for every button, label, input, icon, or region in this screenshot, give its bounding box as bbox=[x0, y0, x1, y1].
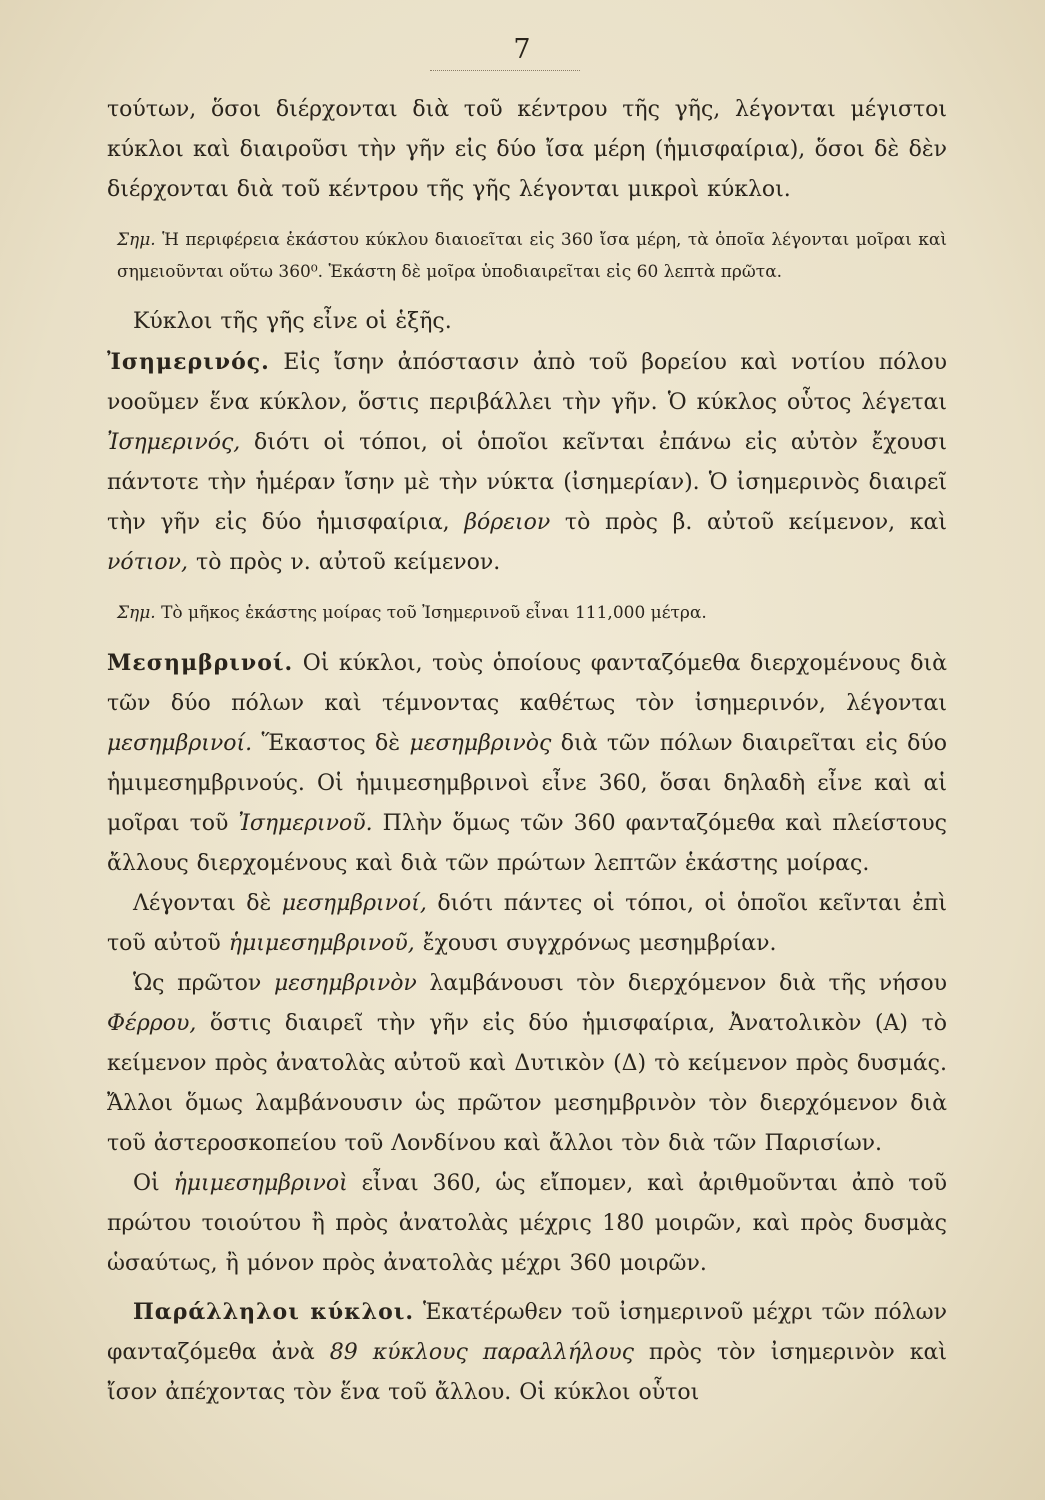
header-rule bbox=[430, 70, 580, 71]
section-heading-parallels: Παράλληλοι κύκλοι. bbox=[133, 1299, 415, 1325]
note-text: Τὸ μῆκος ἑκάστης μοίρας τοῦ Ἰσημερινοῦ εἶναι 111,000 μέτρα. bbox=[155, 603, 707, 623]
section-heading-equator: Ἰσημερινός. bbox=[107, 349, 270, 375]
note-label: Σημ. bbox=[117, 603, 156, 623]
paragraph-circles-intro: Κύκλοι τῆς γῆς εἶνε οἱ ἑξῆς. bbox=[133, 309, 452, 334]
paragraph-parallels: Παράλληλοι κύκλοι. Ἑκατέρωθεν τοῦ ἰσημερινοῦ μέχρι τῶν πόλων φανταζόμεθα ἀνὰ 89 κύκλους παραλλήλους πρὸς τὸν ἰσημερινὸν καὶ ἴσον ἀπέχοντας τὸν ἕνα τοῦ ἄλλου. Οἱ κύκλοι οὗτοι bbox=[107, 1299, 948, 1405]
paragraph-semi-meridians: Οἱ ἡμιμεσημβρινοὶ εἶναι 360, ὡς εἴπομεν, καὶ ἀριθμοῦνται ἀπὸ τοῦ πρώτου τοιούτου ἢ πρὸς ἀνατολὰς μέχρις 180 μοιρῶν, καὶ πρὸς δυσμὰς ὡσαύτως, ἢ μόνον πρὸς ἀνατολὰς μέχρι 360 μοιρῶν. bbox=[107, 1171, 947, 1276]
paragraph-meridian-name: Λέγονται δὲ μεσημβρινοί, διότι πάντες οἱ τόποι, οἱ ὁποῖοι κεῖνται ἐπὶ τοῦ αὐτοῦ ἡμιμεσημβρινοῦ, ἔχουσι συγχρόνως μεσημβρίαν. bbox=[107, 891, 947, 956]
paragraph-equator: Ἰσημερινός. Εἰς ἴσην ἀπόστασιν ἀπὸ τοῦ βορείου καὶ νοτίου πόλου νοοῦμεν ἕνα κύκλον, ὅστις περιβάλλει τὴν γῆν. Ὁ κύκλος οὗτος λέγεται Ἰσημερινός, διότι οἱ τόποι, οἱ ὁποῖοι κεῖνται ἐπάνω εἰς αὐτὸν ἔχουσι πάντοτε τὴν ἡμέραν ἴσην μὲ τὴν νύκτα (ἰσημερίαν). Ὁ ἰσημερινὸς διαιρεῖ τὴν γῆν εἰς δύο ἡμισφαίρια, βόρειον τὸ πρὸς β. αὐτοῦ κείμενον, καὶ νότιον, τὸ πρὸς ν. αὐτοῦ κείμενον. bbox=[107, 349, 947, 575]
note-label: Σημ. bbox=[117, 230, 156, 250]
page-number: 7 bbox=[513, 34, 532, 65]
paragraph-prime-meridian: Ὡς πρῶτον μεσημβρινὸν λαμβάνουσι τὸν διερχόμενον διὰ τῆς νήσου Φέρρου, ὅστις διαιρεῖ τὴν γῆν εἰς δύο ἡμισφαίρια, Ἀνατολικὸν (Α) τὸ κείμενον πρὸς ἀνατολὰς αὐτοῦ καὶ Δυτικὸν (Δ) τὸ κείμενον πρὸς δυσμάς. Ἄλλοι ὅμως λαμβάνουσιν ὡς πρῶτον μεσημβρινὸν τὸν διερχόμενον διὰ τοῦ ἀστεροσκοπείου τοῦ Λονδίνου καὶ ἄλλοι τὸν διὰ τῶν Παρισίων. bbox=[107, 971, 947, 1156]
paragraph-great-circles: τούτων, ὅσοι διέρχονται διὰ τοῦ κέντρου τῆς γῆς, λέγονται μέγιστοι κύκλοι καὶ διαιροῦσι τὴν γῆν εἰς δύο ἴσα μέρη (ἡμισφαίρια), ὅσοι δὲ δὲν διέρχονται διὰ τοῦ κέντρου τῆς γῆς λέγονται μικροὶ κύκλοι. bbox=[107, 97, 947, 202]
page-text bbox=[107, 90, 947, 1413]
paragraph-meridians: Μεσημβρινοί. Οἱ κύκλοι, τοὺς ὁποίους φανταζόμεθα διερχομένους διὰ τῶν δύο πόλων καὶ τέμνοντας καθέτως τὸν ἰσημερινόν, λέγονται μεσημβρινοί. Ἕκαστος δὲ μεσημβρινὸς διὰ τῶν πόλων διαιρεῖται εἰς δύο ἡμιμεσημβρινούς. Οἱ ἡμιμεσημβρινοὶ εἶνε 360, ὅσαι δηλαδὴ εἶνε καὶ αἱ μοῖραι τοῦ Ἰσημερινοῦ. Πλὴν ὅμως τῶν 360 φανταζόμεθα καὶ πλείστους ἄλλους διερχομένους καὶ διὰ τῶν πρώτων λεπτῶν ἑκάστης μοίρας. bbox=[107, 650, 948, 876]
note-text: Ἡ περιφέρεια ἑκάστου κύκλου διαιοεῖται εἰς 360 ἴσα μέρη, τὰ ὁποῖα λέγονται μοῖραι καὶ σημειοῦνται οὕτω 360⁰. Ἑκάστη δὲ μοῖρα ὑποδιαιρεῖται εἰς 60 λεπτὰ πρῶτα. bbox=[117, 230, 947, 282]
section-heading-meridians: Μεσημβρινοί. bbox=[107, 650, 294, 676]
note-degrees bbox=[117, 224, 947, 288]
note-degree-length bbox=[117, 597, 947, 629]
